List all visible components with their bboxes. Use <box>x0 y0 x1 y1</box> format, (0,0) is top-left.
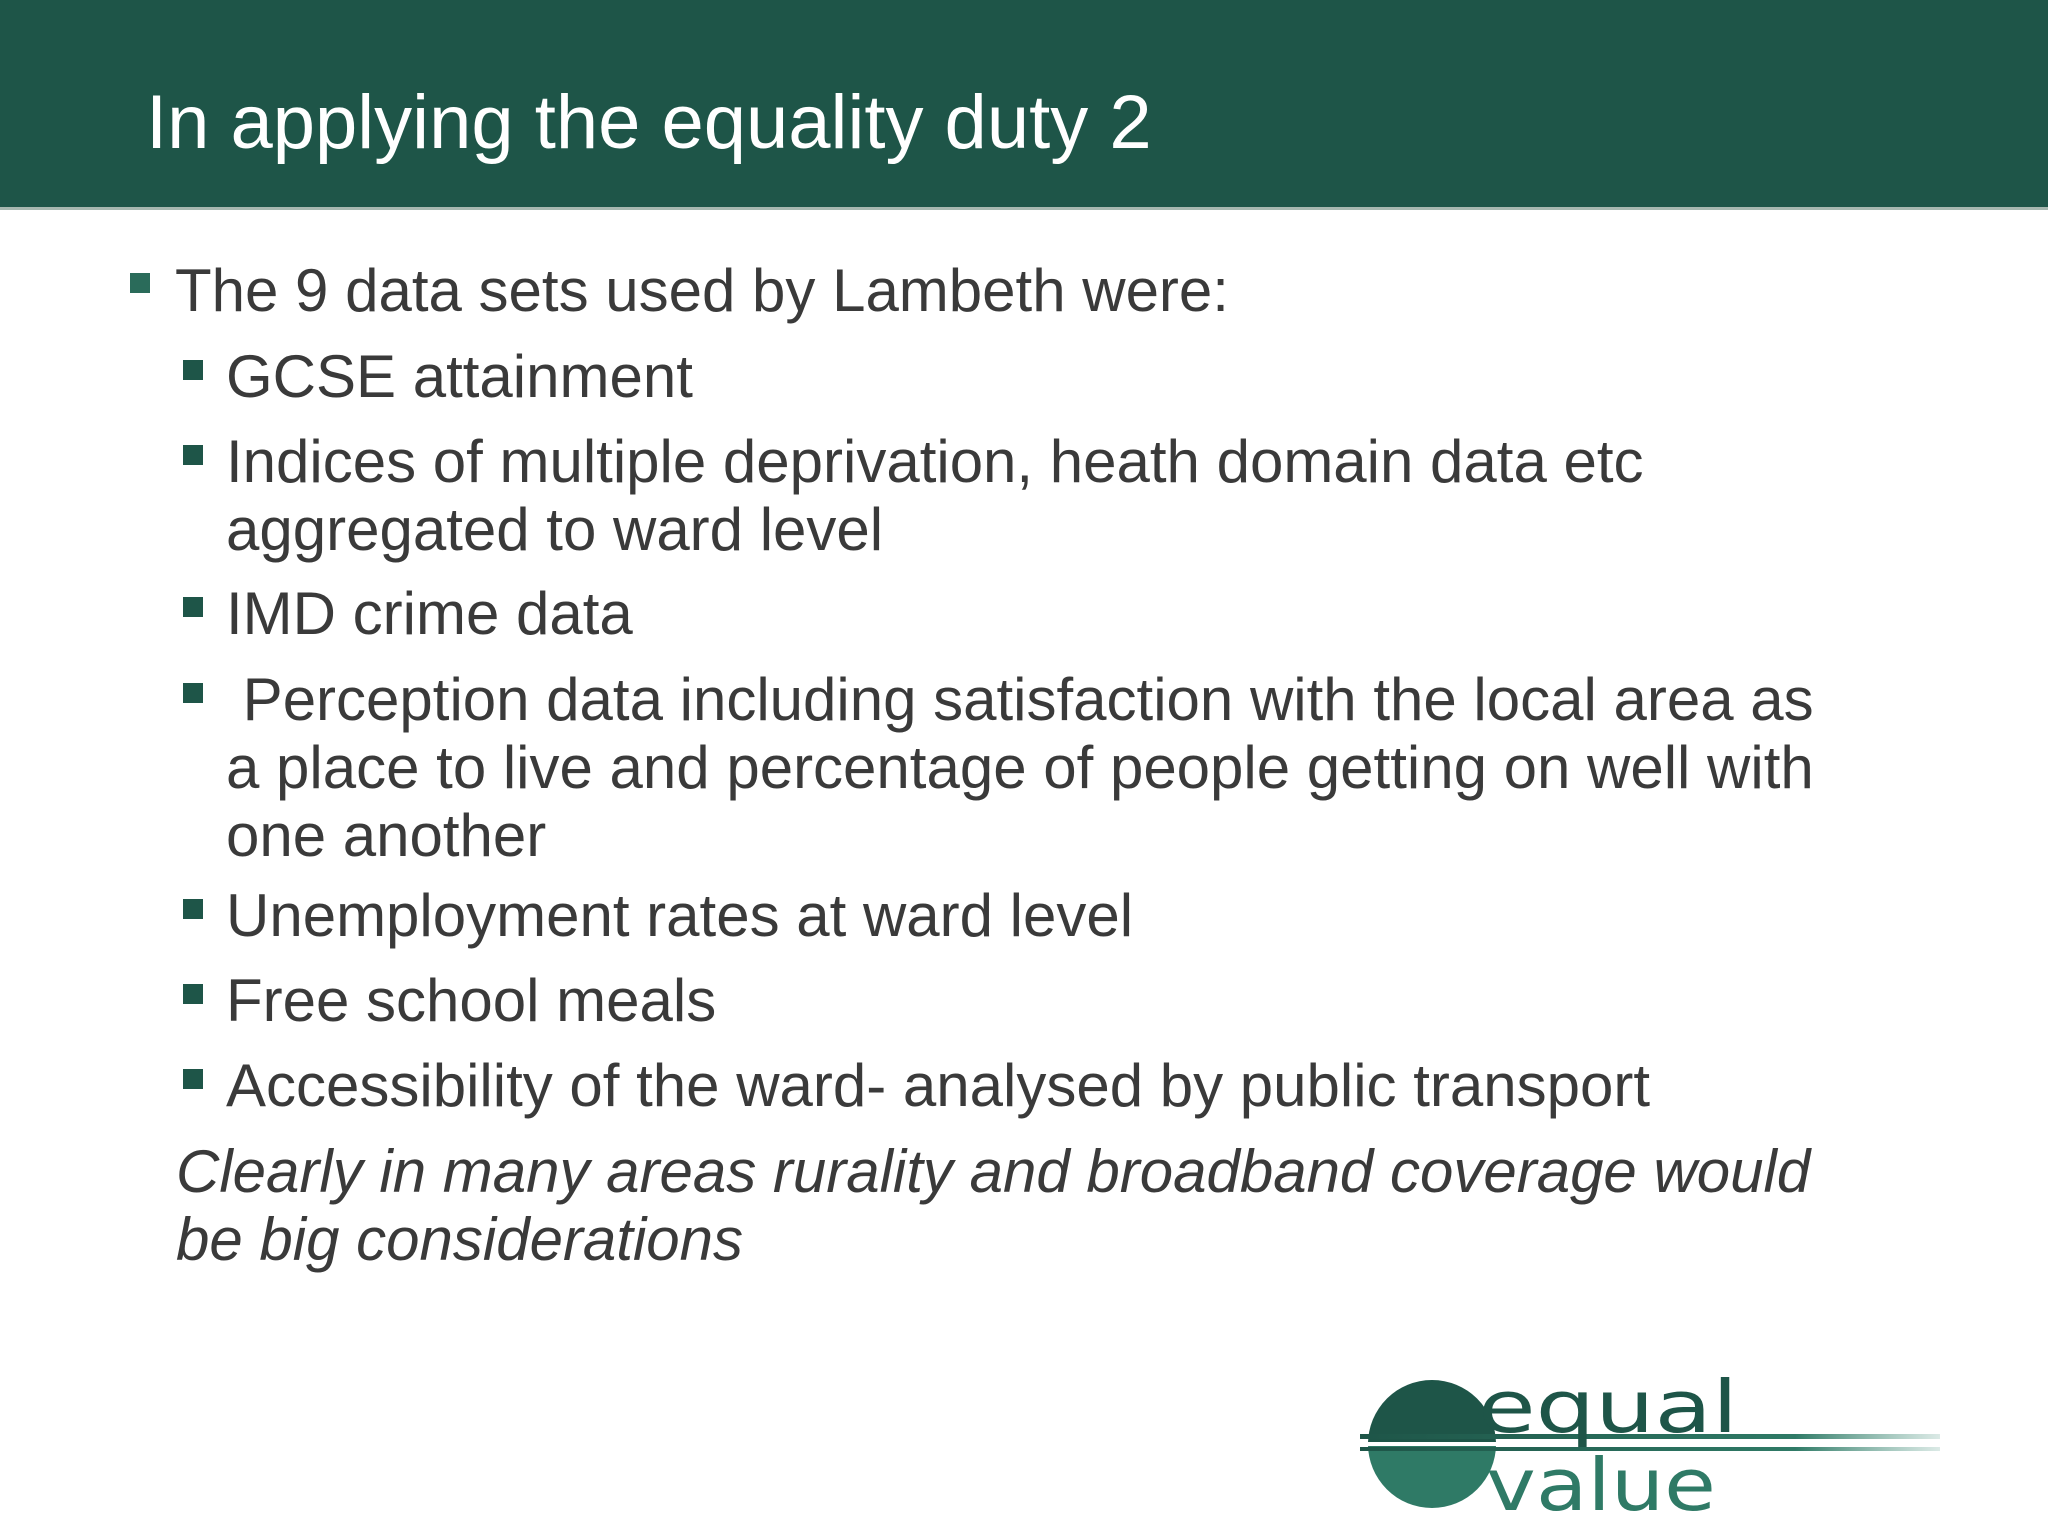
list-item-indices-line-2: aggregated to ward level <box>226 496 884 563</box>
bullet-marker <box>183 360 203 380</box>
bullet-marker <box>183 445 203 465</box>
list-item-imd-crime: IMD crime data <box>226 580 633 647</box>
list-item-gcse: GCSE attainment <box>226 343 693 410</box>
bullet-marker <box>183 597 203 617</box>
list-item-free-school-meals: Free school meals <box>226 967 717 1034</box>
logo-word-value: value <box>1486 1443 1716 1514</box>
note-line-2: be big considerations <box>176 1206 744 1273</box>
bullet-marker <box>183 984 203 1004</box>
list-item-accessibility: Accessibility of the ward- analysed by public transport <box>226 1052 1651 1119</box>
intro-text: The 9 data sets used by Lambeth were: <box>175 257 1229 324</box>
list-item-indices-line-1: Indices of multiple deprivation, heath domain data etc <box>226 428 1644 495</box>
list-item-unemployment: Unemployment rates at ward level <box>226 882 1134 949</box>
bullet-marker <box>183 683 203 703</box>
list-item-perception-line-1: Perception data including satisfaction with the local area as <box>226 666 1814 733</box>
logo-word-equal: equal <box>1478 1374 1738 1449</box>
list-item-perception-line-2: a place to live and percentage of people getting on well with <box>226 734 1814 801</box>
bullet-marker <box>183 899 203 919</box>
list-item-perception-line-3: one another <box>226 802 547 869</box>
note-line-1: Clearly in many areas rurality and broadband coverage would <box>176 1138 1811 1205</box>
bullet-marker <box>183 1069 203 1089</box>
slide-title: In applying the equality duty 2 <box>146 80 1152 165</box>
equal-value-logo <box>1360 1374 1940 1514</box>
bullet-marker <box>130 273 150 293</box>
